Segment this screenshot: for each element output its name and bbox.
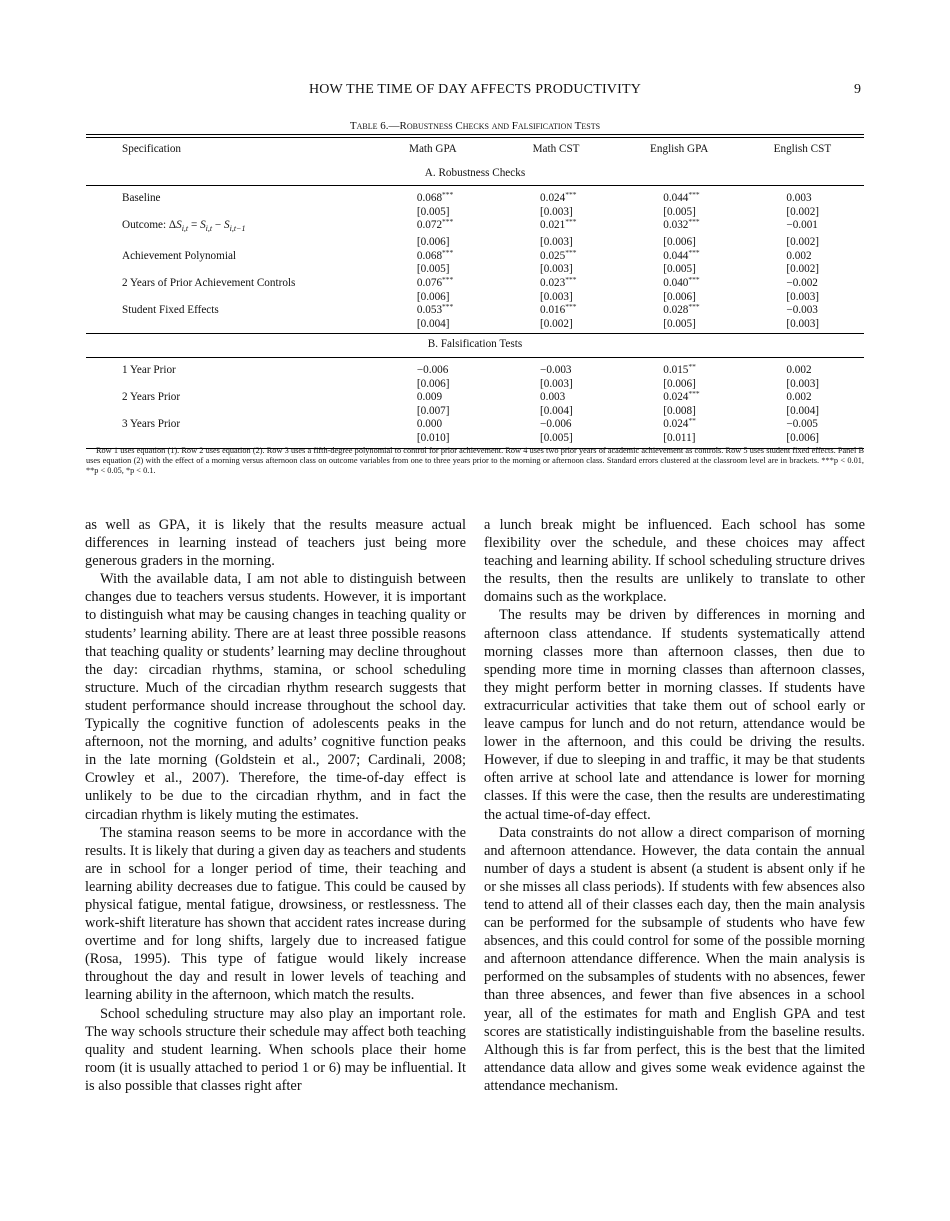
coefficient-value bbox=[417, 304, 465, 318]
standard-error-cell bbox=[371, 206, 494, 220]
coefficient-number: 0.021 bbox=[540, 219, 566, 232]
coefficient-number: 0.023 bbox=[540, 276, 566, 289]
significance-stars: *** bbox=[442, 274, 454, 284]
coefficient-value bbox=[417, 364, 465, 378]
coefficient-value bbox=[416, 274, 465, 291]
standard-error-cell bbox=[618, 263, 741, 277]
coefficient-value bbox=[540, 304, 588, 318]
coefficient-number: 0.024 bbox=[663, 391, 689, 404]
standard-error-cell bbox=[618, 236, 741, 250]
standard-error-value: [0.006] bbox=[416, 290, 450, 303]
table-row-se bbox=[86, 318, 864, 334]
row-label: 2 Years of Prior Achievement Controls bbox=[122, 276, 296, 289]
standard-error-value: [0.011] bbox=[663, 431, 696, 444]
standard-error-value: [0.006] bbox=[663, 236, 696, 249]
significance-stars: *** bbox=[688, 190, 700, 200]
coefficient-value bbox=[416, 247, 465, 264]
standard-error-value: [0.004] bbox=[786, 404, 820, 417]
table-row bbox=[86, 186, 864, 206]
standard-error-value: [0.006] bbox=[416, 236, 450, 249]
table-note: Row 1 uses equation (1). Row 2 uses equation (2). Row 3 uses a fifth-degree polynomial to control for prior achievement. Row 4 uses two prior years of academic achievement as controls. Row 5 uses student fixed effects. Panel B uses equation (2) with the effect of a morning versus afternoon class on outcome variables from one to three years prior to the morning or afternoon class. Standard errors clustered at the classroom level are in brackets. ***p < 0.01, **p < 0.05, *p < 0.1. bbox=[86, 446, 864, 475]
coefficient-number: −0.003 bbox=[540, 363, 572, 376]
coefficient-value bbox=[540, 274, 588, 291]
coefficient-number: 0.025 bbox=[540, 249, 566, 262]
standard-error-cell bbox=[618, 206, 741, 220]
row-label: Outcome: $\Delta S_{i,t} = S_{i,t} - S_{i,t-1}$ bbox=[122, 219, 246, 234]
standard-error-cell bbox=[741, 318, 864, 334]
standard-error-value: [0.006] bbox=[416, 377, 450, 390]
significance-stars: *** bbox=[565, 302, 577, 312]
column-header: Math CST bbox=[532, 143, 580, 155]
body-paragraph: a lunch break might be influenced. Each school has some flexibility over the schedule, and these choices may affect teaching and learning ability. If school scheduling structure drives the results, then the results are unlikely to translate to other domains such as the workplace. bbox=[484, 517, 865, 606]
coefficient-value bbox=[786, 277, 834, 291]
table-caption: Table 6.—Robustness Checks and Falsification Tests bbox=[349, 120, 601, 132]
coefficient-value bbox=[663, 219, 711, 233]
coefficient-cell bbox=[741, 277, 864, 291]
standard-error-value: [0.005] bbox=[663, 205, 696, 218]
table-row bbox=[86, 219, 864, 236]
table-row bbox=[86, 250, 864, 264]
coefficient-number: −0.001 bbox=[786, 219, 818, 232]
coefficient-value bbox=[786, 364, 834, 378]
table-row bbox=[86, 418, 864, 432]
coefficient-cell bbox=[618, 357, 741, 377]
coefficient-number: 0.068 bbox=[416, 192, 443, 205]
panel-a-title-row bbox=[86, 163, 864, 186]
coefficient-cell bbox=[741, 186, 864, 206]
standard-error-cell bbox=[494, 318, 617, 334]
empty-cell bbox=[86, 236, 371, 250]
running-title: HOW THE TIME OF DAY AFFECTS PRODUCTIVITY bbox=[308, 82, 642, 97]
coefficient-cell bbox=[741, 219, 864, 236]
row-label: 1 Year Prior bbox=[122, 363, 176, 376]
standard-error-value: [0.005] bbox=[540, 431, 573, 444]
standard-error-value: [0.002] bbox=[786, 263, 820, 276]
right-text-column bbox=[484, 516, 865, 1095]
coefficient-cell bbox=[741, 418, 864, 432]
standard-error-value: [0.005] bbox=[663, 263, 696, 276]
body-paragraph: Data constraints do not allow a direct comparison of morning and afternoon attendance. However, the data contain the annual number of days a student is absent (a student is absent only if he or she misses all class periods). If students with few absences also tend to attend all of their classes each day, then the main analysis can be performed for the subsample of students who have few absences, and this could control for some of the possible morning and afternoon attendance difference. When the main analysis is performed on the subsamples of students with no absences, fewer than three absences, and fewer than five absences in a school year, all of the estimates for math and English GPA and test scores are statistically indistinguishable from the baseline results. Although this is far from perfect, this is the best that the limited attendance data allow and gives some weak evidence against the attendance mechanism. bbox=[484, 824, 865, 1094]
table-row-se bbox=[86, 405, 864, 419]
coefficient-number: 0.024 bbox=[663, 418, 689, 431]
standard-error-cell bbox=[741, 236, 864, 250]
coefficient-value bbox=[663, 418, 711, 432]
coefficient-number: 0.000 bbox=[416, 418, 443, 431]
coefficient-number: 0.076 bbox=[416, 276, 443, 289]
coefficient-cell bbox=[371, 391, 494, 405]
coefficient-value bbox=[786, 192, 834, 206]
standard-error-value: [0.008] bbox=[663, 404, 696, 417]
table-header-row bbox=[86, 138, 864, 163]
empty-cell bbox=[86, 206, 371, 220]
standard-error-cell bbox=[618, 378, 741, 392]
coefficient-value bbox=[786, 304, 834, 318]
coefficient-cell bbox=[371, 274, 494, 291]
coefficient-number: 0.016 bbox=[540, 304, 566, 317]
significance-stars: *** bbox=[565, 217, 577, 227]
standard-error-value: [0.006] bbox=[663, 377, 696, 390]
table-row bbox=[86, 391, 864, 405]
table-row-se bbox=[86, 236, 864, 250]
table-row bbox=[86, 304, 864, 318]
coefficient-number: −0.006 bbox=[540, 418, 572, 431]
table-row-se bbox=[86, 378, 864, 392]
standard-error-cell bbox=[371, 236, 494, 250]
standard-error-cell bbox=[741, 263, 864, 277]
standard-error-cell bbox=[494, 405, 617, 419]
row-label: Student Fixed Effects bbox=[122, 304, 219, 317]
coefficient-value bbox=[417, 219, 465, 233]
standard-error-cell bbox=[618, 318, 741, 334]
standard-error-value: [0.003] bbox=[786, 317, 820, 330]
standard-error-value: [0.010] bbox=[416, 431, 450, 444]
row-label: Baseline bbox=[122, 192, 161, 205]
body-paragraph: The results may be driven by differences in morning and afternoon class attendance. If students systematically attend morning classes more than afternoon classes, then due to spending more time in morning classes than afternoon classes, they might perform better in morning classes. If students have extracurricular activities that take them out of school early or leave campus for lunch and do not return, attendance would be lower in the afternoon, and this could be driving the results. However, if due to sleeping in and traffic, it may be that students often arrive at school late and attendance is lower for morning classes. If this were the case, then the results are underestimating the actual time-of-day effect. bbox=[484, 607, 865, 823]
body-paragraph: School scheduling structure may also play an important role. The way schools structure their schedule may affect both teaching quality and student learning. When schools place their home room (it is usually attached to period 1 or 6) may be influential. It is also possible that classes right after bbox=[85, 1005, 466, 1094]
panel-b-body bbox=[86, 334, 864, 448]
standard-error-value: [0.004] bbox=[416, 317, 450, 330]
coefficient-cell bbox=[371, 304, 494, 318]
coefficient-cell bbox=[618, 418, 741, 432]
coefficient-number: 0.002 bbox=[786, 391, 812, 404]
coefficient-value bbox=[663, 391, 711, 405]
empty-cell bbox=[86, 263, 371, 277]
table-row-se bbox=[86, 206, 864, 220]
standard-error-cell bbox=[741, 378, 864, 392]
table-row bbox=[86, 357, 864, 377]
column-header: Math GPA bbox=[409, 143, 457, 155]
standard-error-value: [0.006] bbox=[663, 290, 696, 303]
standard-error-cell bbox=[741, 291, 864, 305]
standard-error-cell bbox=[494, 206, 617, 220]
coefficient-value bbox=[663, 361, 711, 378]
coefficient-number: 0.040 bbox=[663, 276, 689, 289]
standard-error-value: [0.003] bbox=[540, 236, 573, 249]
table-row bbox=[86, 277, 864, 291]
coefficient-cell bbox=[618, 186, 741, 206]
standard-error-value: [0.005] bbox=[416, 205, 450, 218]
coefficient-cell bbox=[618, 274, 741, 291]
coefficient-number: 0.053 bbox=[416, 304, 443, 317]
coefficient-value bbox=[786, 219, 834, 233]
significance-stars: *** bbox=[442, 190, 454, 200]
coefficient-cell bbox=[741, 250, 864, 264]
standard-error-value: [0.003] bbox=[540, 263, 573, 276]
coefficient-cell bbox=[494, 357, 617, 377]
standard-error-cell bbox=[494, 236, 617, 250]
coefficient-number: −0.006 bbox=[416, 363, 449, 376]
row-label: Achievement Polynomial bbox=[122, 249, 237, 262]
coefficient-cell bbox=[741, 357, 864, 377]
coefficient-cell bbox=[741, 304, 864, 318]
standard-error-cell bbox=[618, 405, 741, 419]
coefficient-cell bbox=[494, 219, 617, 236]
standard-error-value: [0.003] bbox=[540, 205, 573, 218]
coefficient-value bbox=[417, 391, 465, 405]
coefficient-value bbox=[663, 247, 711, 264]
significance-stars: ** bbox=[688, 361, 696, 371]
standard-error-value: [0.004] bbox=[540, 404, 573, 417]
coefficient-value bbox=[540, 364, 588, 378]
significance-stars: *** bbox=[565, 247, 577, 257]
coefficient-number: 0.002 bbox=[786, 249, 812, 262]
results-table bbox=[86, 134, 864, 449]
coefficient-value bbox=[540, 418, 588, 432]
coefficient-cell bbox=[371, 247, 494, 264]
coefficient-cell bbox=[371, 357, 494, 377]
coefficient-value bbox=[540, 219, 588, 233]
standard-error-cell bbox=[494, 263, 617, 277]
coefficient-cell bbox=[371, 186, 494, 206]
coefficient-value bbox=[417, 418, 465, 432]
column-header: Specification bbox=[122, 143, 182, 155]
coefficient-value bbox=[540, 192, 588, 206]
coefficient-value bbox=[786, 391, 834, 405]
significance-stars: *** bbox=[688, 302, 700, 312]
standard-error-cell bbox=[618, 291, 741, 305]
standard-error-cell bbox=[494, 291, 617, 305]
significance-stars: *** bbox=[565, 274, 577, 284]
coefficient-number: −0.003 bbox=[786, 304, 818, 317]
body-paragraph: With the available data, I am not able to distinguish between changes due to teachers versus students. However, it is important to distinguish what may be causing changes in teaching quality or students’ learning ability. There are at least three possible reasons that teaching quality or students’ learning may decline throughout the day: circadian rhythms, stamina, or school scheduling structure. Much of the circadian rhythm research suggests that student performance should increase throughout the school day. Typically the cognitive function of adolescents peaks in the afternoon, not the morning, and adults’ cognitive function peaks in the late morning (Goldstein et al., 2007; Cardinali, 2008; Crowley et al., 2007). Therefore, the time-of-day effect is unlikely to be due to the circadian rhythm, and in fact the circadian rhythm is likely muting the estimates. bbox=[85, 571, 466, 823]
standard-error-value: [0.007] bbox=[416, 404, 450, 417]
row-label: 3 Years Prior bbox=[122, 418, 181, 431]
coefficient-number: 0.002 bbox=[786, 363, 812, 376]
standard-error-value: [0.005] bbox=[416, 263, 450, 276]
standard-error-cell bbox=[494, 378, 617, 392]
standard-error-value: [0.003] bbox=[540, 377, 573, 390]
page-number: 9 bbox=[854, 82, 861, 97]
body-paragraph: The stamina reason seems to be more in accordance with the results. It is likely that during a given day as teachers and students are in school for a longer period of time, their teaching and learning ability decreases due to fatigue. This could be caused by physical fatigue, mental fatigue, drowsiness, or restlessness. The work-shift literature has shown that accident rates increase during overtime and for long shifts, largely due to increased fatigue (Rosa, 1995). This type of fatigue would likely increase throughout the day and result in lower levels of teaching and learning ability in the afternoon, which match the results. bbox=[85, 824, 466, 1004]
coefficient-number: 0.032 bbox=[663, 219, 689, 232]
coefficient-cell bbox=[494, 186, 617, 206]
standard-error-value: [0.005] bbox=[663, 317, 696, 330]
standard-error-value: [0.002] bbox=[786, 236, 820, 249]
significance-stars: *** bbox=[442, 302, 454, 312]
coefficient-cell bbox=[371, 219, 494, 236]
empty-cell bbox=[86, 405, 371, 419]
panel-a-title: A. Robustness Checks bbox=[86, 163, 864, 186]
standard-error-cell bbox=[371, 291, 494, 305]
standard-error-value: [0.006] bbox=[786, 431, 820, 444]
coefficient-cell bbox=[371, 418, 494, 432]
coefficient-cell bbox=[741, 391, 864, 405]
coefficient-number: 0.072 bbox=[416, 219, 443, 232]
table-row-se bbox=[86, 263, 864, 277]
coefficient-number: 0.015 bbox=[663, 363, 689, 376]
coefficient-value bbox=[786, 418, 834, 432]
body-paragraph: as well as GPA, it is likely that the results measure actual differences in learning instead of teachers just being more generous graders in the morning. bbox=[85, 517, 466, 570]
significance-stars: *** bbox=[688, 389, 700, 399]
coefficient-number: 0.009 bbox=[416, 391, 443, 404]
significance-stars: *** bbox=[442, 217, 454, 227]
coefficient-cell bbox=[618, 247, 741, 264]
coefficient-cell bbox=[618, 219, 741, 236]
coefficient-cell bbox=[494, 304, 617, 318]
coefficient-value bbox=[417, 192, 465, 206]
standard-error-value: [0.003] bbox=[540, 290, 573, 303]
coefficient-value bbox=[786, 250, 834, 264]
coefficient-value bbox=[540, 391, 588, 405]
coefficient-cell bbox=[494, 247, 617, 264]
significance-stars: *** bbox=[688, 247, 700, 257]
table-row-se bbox=[86, 291, 864, 305]
column-header: English GPA bbox=[650, 143, 709, 155]
coefficient-cell bbox=[494, 418, 617, 432]
coefficient-number: 0.003 bbox=[786, 192, 812, 205]
significance-stars: *** bbox=[442, 247, 454, 257]
significance-stars: *** bbox=[688, 217, 700, 227]
standard-error-cell bbox=[371, 318, 494, 334]
standard-error-cell bbox=[371, 263, 494, 277]
empty-cell bbox=[86, 318, 371, 334]
left-text-column bbox=[85, 516, 466, 1095]
coefficient-value bbox=[540, 247, 588, 264]
empty-cell bbox=[86, 378, 371, 392]
standard-error-value: [0.002] bbox=[786, 205, 820, 218]
coefficient-number: −0.002 bbox=[786, 276, 818, 289]
coefficient-number: −0.005 bbox=[786, 418, 818, 431]
significance-stars: ** bbox=[688, 416, 696, 426]
significance-stars: *** bbox=[688, 274, 700, 284]
standard-error-cell bbox=[741, 206, 864, 220]
coefficient-number: 0.068 bbox=[416, 249, 443, 262]
coefficient-cell bbox=[494, 274, 617, 291]
standard-error-value: [0.002] bbox=[540, 317, 573, 330]
panel-b-title: B. Falsification Tests bbox=[86, 334, 864, 358]
significance-stars: *** bbox=[565, 190, 577, 200]
panel-b-title-row bbox=[86, 334, 864, 358]
coefficient-cell bbox=[494, 391, 617, 405]
empty-cell bbox=[86, 291, 371, 305]
panel-a-body bbox=[86, 163, 864, 334]
coefficient-number: 0.003 bbox=[540, 391, 566, 404]
standard-error-value: [0.003] bbox=[786, 290, 820, 303]
coefficient-number: 0.044 bbox=[663, 249, 689, 262]
coefficient-value bbox=[663, 274, 711, 291]
standard-error-cell bbox=[371, 378, 494, 392]
coefficient-number: 0.044 bbox=[663, 192, 689, 205]
coefficient-cell bbox=[618, 304, 741, 318]
standard-error-cell bbox=[371, 405, 494, 419]
coefficient-number: 0.024 bbox=[540, 192, 566, 205]
standard-error-cell bbox=[741, 405, 864, 419]
standard-error-value: [0.003] bbox=[786, 377, 820, 390]
column-header: English CST bbox=[773, 143, 832, 155]
row-label: 2 Years Prior bbox=[122, 391, 181, 404]
coefficient-number: 0.028 bbox=[663, 304, 689, 317]
coefficient-value bbox=[663, 192, 711, 206]
coefficient-cell bbox=[618, 391, 741, 405]
coefficient-value bbox=[663, 304, 711, 318]
